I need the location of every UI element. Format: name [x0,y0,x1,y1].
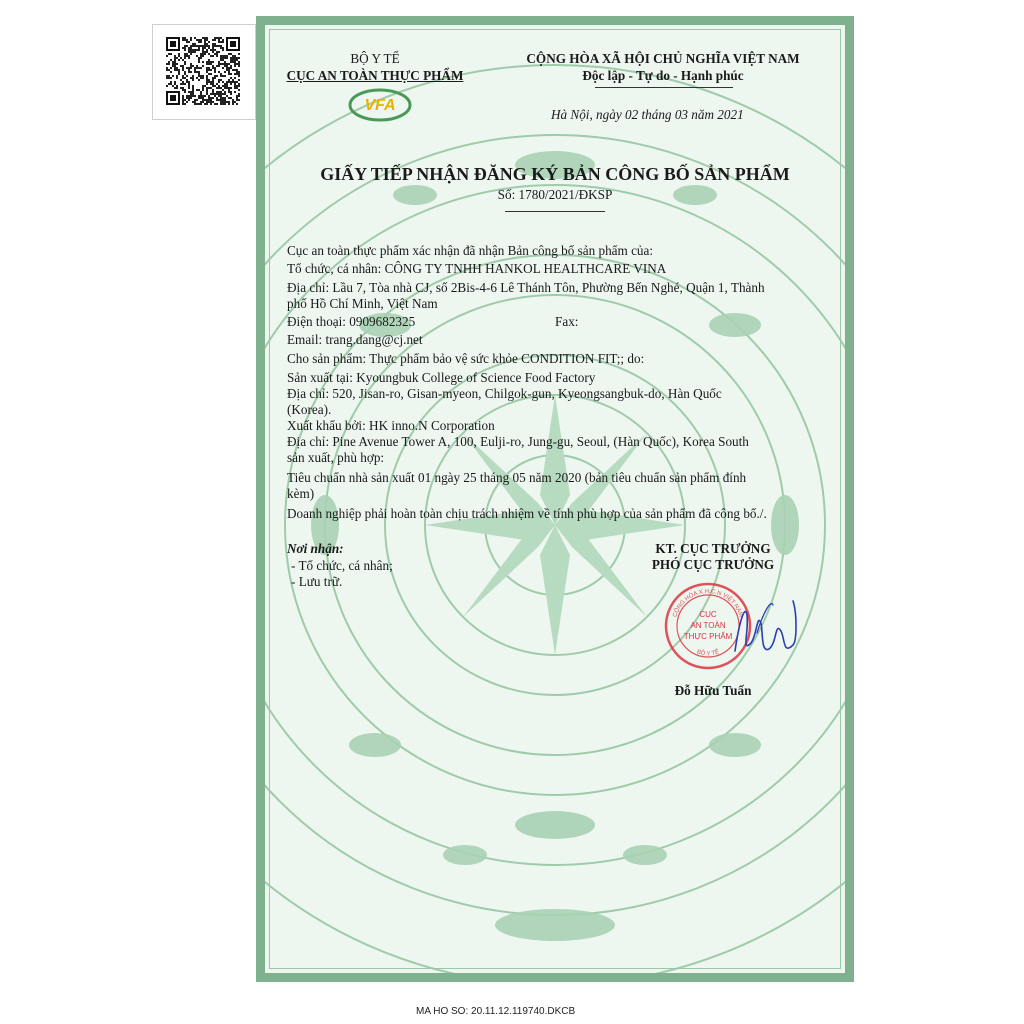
agency-name: CỤC AN TOÀN THỰC PHẨM [286,68,464,83]
manufacturer: Sản xuất tại: Kyoungbuk College of Science Food Factory [287,370,596,385]
email: Email: trang.dang@cj.net [287,332,423,347]
stamp-line-1: CỤC [699,610,717,619]
manufacturer-address-1: Địa chỉ: 520, Jisan-ro, Gisan-myeon, Chilgok-gun, Kyeongsangbuk-do, Hàn Quốc [287,386,722,401]
document-number: Số: 1780/2021/ĐKSP [497,187,613,202]
product: Cho sản phẩm: Thực phẩm bảo vệ sức khỏe CONDITION FIT;; do: [287,351,645,366]
standard-line-1: Tiêu chuẩn nhà sản xuất 01 ngày 25 tháng 05 năm 2020 (bản tiêu chuẩn sản phẩm đính [287,470,747,485]
republic-name: CỘNG HÒA XÃ HỘI CHỦ NGHĨA VIỆT NAM [526,51,800,66]
place-date: Hà Nội, ngày 02 tháng 03 năm 2021 [551,107,744,122]
responsibility-statement: Doanh nghiệp phải hoàn toàn chịu trách nhiệm về tính phù hợp của sản phẩm đã công bố./. [287,506,767,521]
ministry-name: BỘ Y TẾ [350,51,400,66]
vfa-logo [345,83,415,123]
recipients-label: Nơi nhận: [287,541,344,556]
signer-name: Đỗ Hữu Tuấn [674,683,752,698]
address-line-2: phố Hồ Chí Minh, Việt Nam [287,296,438,311]
manufacturer-address-2: (Korea). [287,402,332,417]
motto-underline [595,87,733,88]
title-underline [505,211,605,212]
recipient-item: - Lưu trữ. [291,574,343,589]
motto: Độc lập - Tự do - Hạnh phúc [582,68,744,83]
svg-text:BỘ Y TẾ [696,648,720,657]
document-title: GIẤY TIẾP NHẬN ĐĂNG KÝ BẢN CÔNG BỐ SẢN PHẨM [320,164,790,184]
exporter-address-2: sản xuất, phù hợp: [287,450,385,465]
qr-code-pattern [166,37,240,105]
organization: Tổ chức, cá nhân: CÔNG TY TNHH HANKOL HEALTHCARE VINA [287,261,667,276]
stamp-line-3: THỰC PHẨM [683,632,733,641]
stamp-ring-bottom: BỘ Y TẾ [695,649,721,658]
recipient-item: - Tổ chức, cá nhân; [291,558,393,573]
exporter-address-1: Địa chỉ: Pine Avenue Tower A, 100, Eulji-ro, Jung-gu, Seoul, (Hàn Quốc), Korea South [287,434,749,449]
signer-role-2: PHÓ CỤC TRƯỞNG [651,557,775,572]
handwritten-signature [727,593,807,663]
intro-text: Cục an toàn thực phẩm xác nhận đã nhận Bản công bố sản phẩm của: [287,243,654,258]
certificate [256,16,854,982]
record-code: MA HO SO: 20.11.12.119740.DKCB [416,1006,576,1017]
qr-code [152,24,256,120]
stamp-ring-top: CỘNG HÒA X.H.C.N VIỆT NAM [672,588,744,619]
standard-line-2: kèm) [287,486,315,501]
fax: Fax: [555,314,579,329]
stamp-line-2: AN TOÀN [690,621,726,630]
exporter: Xuất khẩu bởi: HK inno.N Corporation [287,418,495,433]
signer-role-1: KT. CỤC TRƯỞNG [655,541,771,556]
vfa-logo-text: VFA [364,97,396,114]
address-line-1: Địa chỉ: Lầu 7, Tòa nhà CJ, số 2Bis-4-6 Lê Thánh Tôn, Phường Bến Nghé, Quận 1, Thành [287,280,765,295]
phone: Điện thoại: 0909682325 [287,314,416,329]
